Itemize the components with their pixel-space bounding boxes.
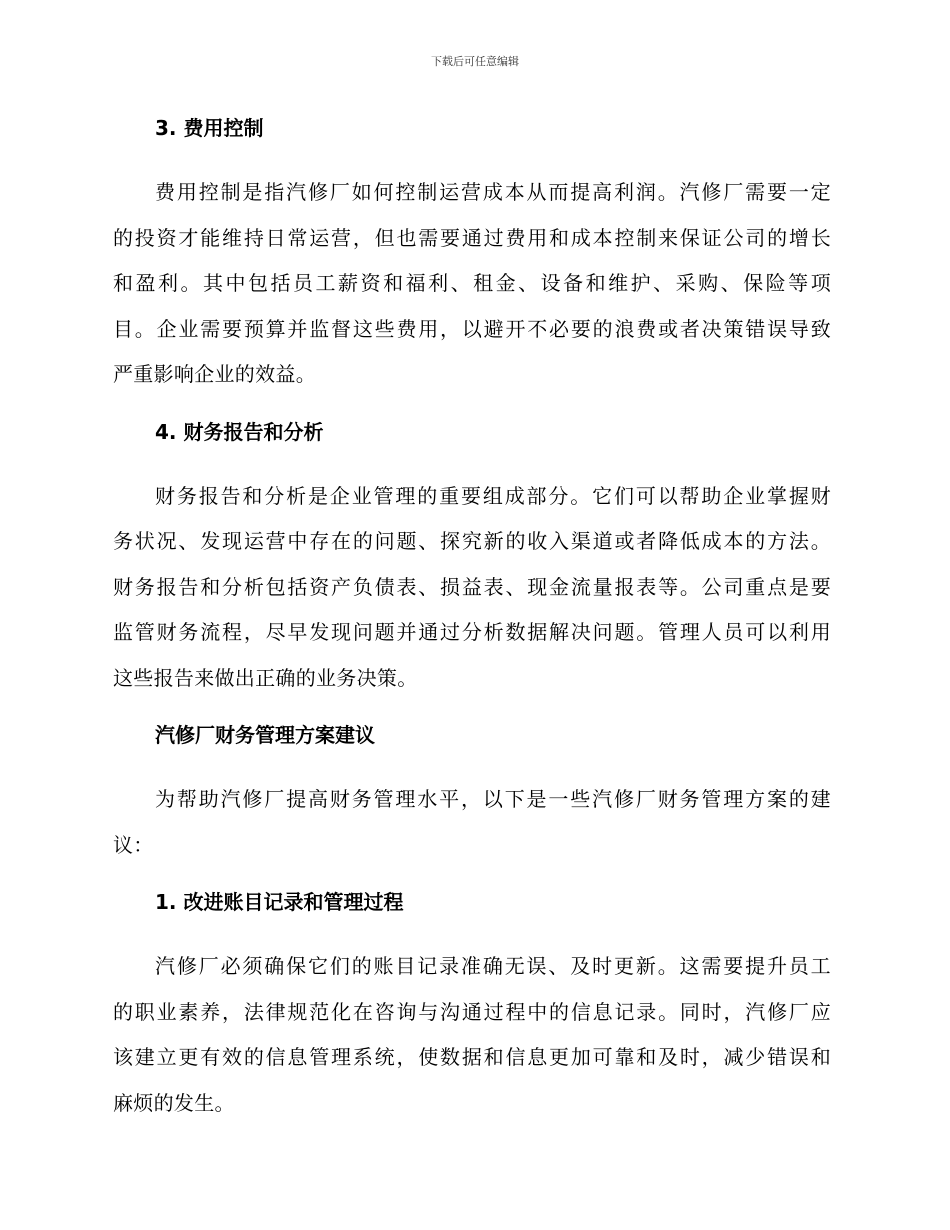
paragraph-line: 严重影响企业的效益。	[113, 362, 316, 386]
section-heading-recommendations: 汽修厂财务管理方案建议	[155, 723, 375, 747]
paragraph-line: 费用控制是指汽修厂如何控制运营成本从而提高利润。汽修厂需要一定	[155, 180, 831, 204]
paragraph-line: 的职业素养，法律规范化在咨询与沟通过程中的信息记录。同时，汽修厂应	[113, 999, 831, 1024]
paragraph-line: 和盈利。其中包括员工薪资和福利、租金、设备和维护、采购、保险等项	[113, 271, 831, 295]
page-header: 下载后可任意编辑	[431, 55, 519, 68]
section-heading-financial-reporting: 4. 财务报告和分析	[155, 419, 324, 444]
paragraph-cost-control	[113, 170, 831, 398]
paragraph-line: 务状况、发现运营中存在的问题、探究新的收入渠道或者降低成本的方法。	[113, 529, 831, 553]
paragraph-line: 的投资才能维持日常运营，但也需要通过费用和成本控制来保证公司的增长	[113, 225, 831, 250]
paragraph-line: 议：	[113, 832, 154, 857]
paragraph-improve-records	[113, 944, 831, 1126]
paragraph-line: 这些报告来做出正确的业务决策。	[113, 665, 418, 690]
paragraph-line: 麻烦的发生。	[113, 1090, 235, 1115]
paragraph-line: 该建立更有效的信息管理系统，使数据和信息更加可靠和及时，减少错误和	[113, 1045, 831, 1069]
paragraph-line: 汽修厂必须确保它们的账目记录准确无误、及时更新。这需要提升员工	[155, 954, 831, 978]
paragraph-line: 财务报告和分析是企业管理的重要组成部分。它们可以帮助企业掌握财	[155, 483, 831, 508]
paragraph-recommendations	[113, 777, 831, 868]
paragraph-line: 财务报告和分析包括资产负债表、损益表、现金流量报表等。公司重点是要	[113, 574, 831, 599]
paragraph-line: 监管财务流程，尽早发现问题并通过分析数据解决问题。管理人员可以利用	[113, 620, 831, 644]
paragraph-line: 目。企业需要预算并监督这些费用，以避开不必要的浪费或者决策错误导致	[113, 316, 831, 341]
paragraph-line: 为帮助汽修厂提高财务管理水平，以下是一些汽修厂财务管理方案的建	[155, 787, 831, 811]
section-heading-cost-control: 3. 费用控制	[155, 116, 264, 140]
section-heading-improve-records: 1. 改进账目记录和管理过程	[155, 890, 404, 914]
document-body	[113, 112, 831, 1144]
paragraph-financial-reporting	[113, 474, 831, 702]
